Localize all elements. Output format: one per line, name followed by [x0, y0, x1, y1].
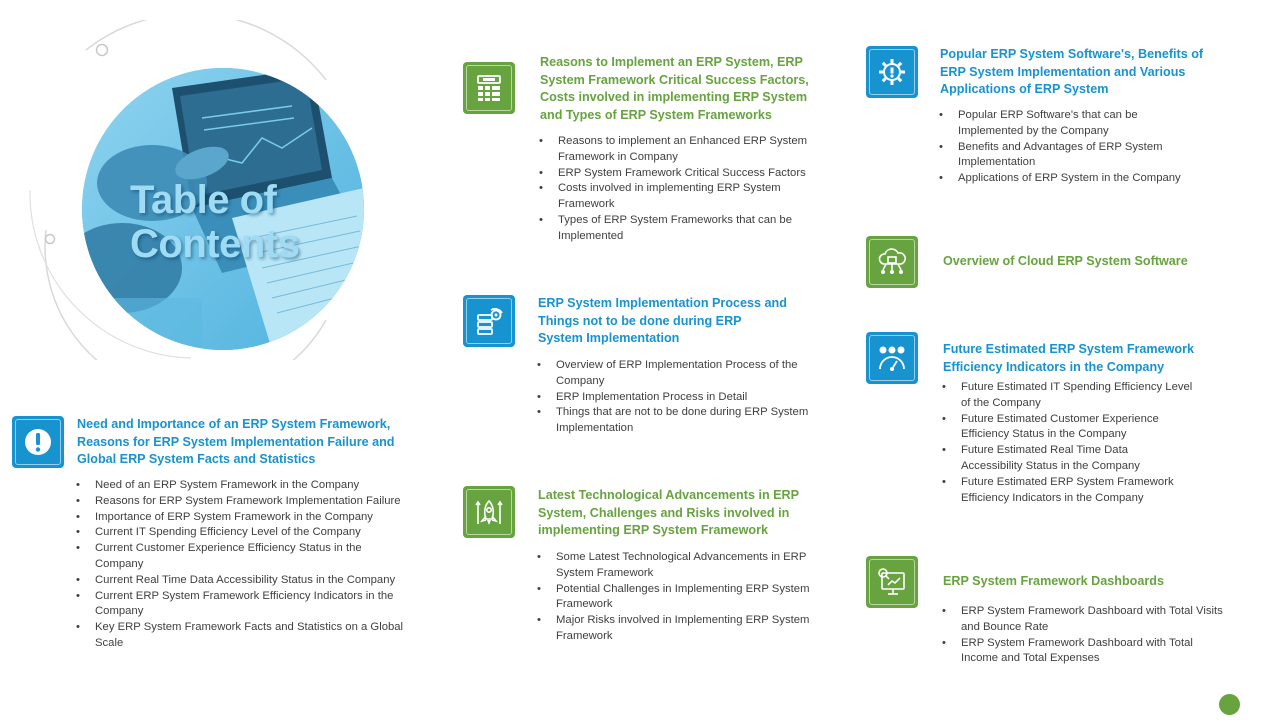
section-heading: Overview of Cloud ERP System Software [943, 254, 1188, 268]
section-items [536, 358, 811, 437]
list-item: • Overview of ERP Implementation Process of the Company [536, 358, 811, 390]
list-item: • ERP System Framework Dashboard with Total Visits and Bounce Rate [941, 604, 1226, 636]
section-items [75, 478, 430, 652]
list-item: • Importance of ERP System Framework in the Company [75, 510, 430, 526]
section-heading: ERP System Framework Dashboards [943, 574, 1164, 588]
dashboard-monitor-icon [866, 556, 918, 608]
list-item: • Current ERP System Framework Efficiency Indicators in the Company [75, 589, 425, 621]
section-items [941, 380, 1221, 506]
list-item: • Potential Challenges in Implementing ERP System Framework [536, 582, 811, 614]
section-heading: Reasons to Implement an ERP System, ERP System Framework Critical Success Factors, Costs involved in implementing ERP System and Types of ERP System Frameworks [540, 55, 809, 122]
hero-photo [82, 68, 364, 350]
list-item: • Key ERP System Framework Facts and Statistics on a Global Scale [75, 620, 415, 652]
page-title [82, 178, 364, 266]
list-item: • Things that are not to be done during ERP System Implementation [536, 405, 811, 437]
exclamation-icon [12, 416, 64, 468]
list-item: • Some Latest Technological Advancements in ERP System Framework [536, 550, 811, 582]
list-item: • Types of ERP System Frameworks that can be Implemented [538, 213, 833, 245]
section-items [938, 108, 1218, 187]
server-process-icon [463, 295, 515, 347]
list-item: • Current IT Spending Efficiency Level of the Company [75, 525, 430, 541]
decorative-dot [1219, 694, 1240, 715]
section-heading: Future Estimated ERP System Framework Efficiency Indicators in the Company [943, 342, 1195, 374]
list-item: • Benefits and Advantages of ERP System Implementation [938, 140, 1198, 172]
section-heading: ERP System Implementation Process and Things not to be done during ERP System Implementation [538, 296, 787, 345]
section-heading: Latest Technological Advancements in ERP System, Challenges and Risks involved in implementing ERP System Framework [538, 488, 799, 537]
list-item: • Major Risks involved in Implementing ERP System Framework [536, 613, 811, 645]
gear-icon [866, 46, 918, 98]
section-heading: Popular ERP System Software's, Benefits of ERP System Implementation and Various Applications of ERP System [940, 47, 1204, 96]
list-item: • Costs involved in implementing ERP System Framework [538, 181, 813, 213]
list-item: • Need of an ERP System Framework in the Company [75, 478, 430, 494]
list-item: • Reasons to implement an Enhanced ERP System Framework in Company [538, 134, 833, 166]
hero [26, 20, 356, 360]
list-item: • Reasons for ERP System Framework Implementation Failure [75, 494, 430, 510]
list-item: • ERP System Framework Dashboard with Total Income and Total Expenses [941, 636, 1226, 668]
section-heading: Need and Importance of an ERP System Framework, Reasons for ERP System Implementation Failure and Global ERP System Facts and Statistics [77, 417, 395, 466]
section-items [941, 604, 1226, 667]
list-item: • Future Estimated Real Time Data Accessibility Status in the Company [941, 443, 1191, 475]
calculator-icon [463, 62, 515, 114]
list-item: • Popular ERP Software's that can be Implemented by the Company [938, 108, 1178, 140]
list-item: • ERP Implementation Process in Detail [536, 390, 811, 406]
section-items [536, 550, 811, 645]
title-line-2: Contents [130, 222, 300, 266]
section-items [538, 134, 833, 245]
list-item: • Future Estimated ERP System Framework Efficiency Indicators in the Company [941, 475, 1211, 507]
title-line-1: Table of [130, 178, 277, 222]
list-item: • Current Real Time Data Accessibility Status in the Company [75, 573, 430, 589]
list-item: • Future Estimated IT Spending Efficiency Level of the Company [941, 380, 1201, 412]
list-item: • Applications of ERP System in the Company [938, 171, 1218, 187]
cloud-icon [866, 236, 918, 288]
gauge-icon [866, 332, 918, 384]
list-item: • ERP System Framework Critical Success Factors [538, 166, 833, 182]
rocket-icon [463, 486, 515, 538]
list-item: • Current Customer Experience Efficiency Status in the Company [75, 541, 385, 573]
list-item: • Future Estimated Customer Experience Efficiency Status in the Company [941, 412, 1201, 444]
